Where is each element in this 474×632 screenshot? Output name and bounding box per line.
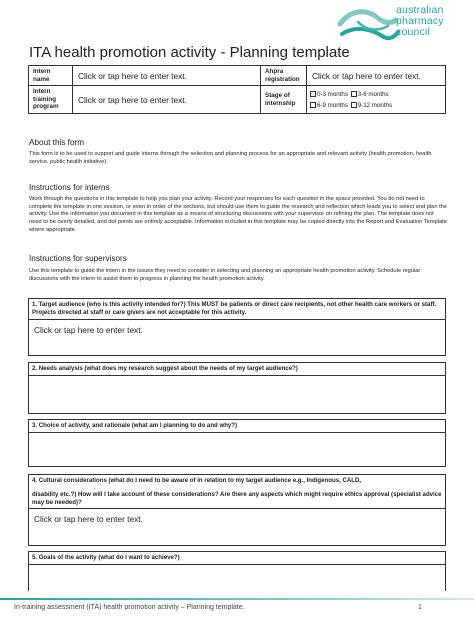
program-field[interactable]: Click or tap here to enter text. [73,86,261,114]
ahpra-label: Ahpra registration [261,66,307,86]
logo-wordmark [396,5,444,38]
section-cultural-considerations [28,474,446,546]
checkbox-icon [351,102,357,108]
checkbox-icon [351,91,357,97]
logo-line-2: pharmacy [396,15,444,27]
section-question: 1. Target audience (who is this activity intended for?) This MUST be patients or direct care recipients, not other health care workers or staff. Projects directed at staff or care givers are not acceptable for this activity. [29,299,445,320]
logo-line-1: australian [396,4,444,16]
footer-divider [0,598,474,600]
ahpra-field[interactable]: Click or tap here to enter text. [307,66,446,86]
interns-text: Work through the questions in this template to help you plan your activity. Record your responses for each question in the space provided. You do not need to complete the template in one session, or even in order of the sections, but should use them to guide the research and reflection which leads you to select and plan the activity. Use the information you document in this template as a means of structuring discussions with your supervisor on refining the plan. The template does not need to be overly detailed, and dot points are entirely acceptable. Information included in this template may be copied directly into the Report and Evaluation Template where appropriate. [29,196,447,233]
page-title: ITA health promotion activity - Planning template [29,44,350,61]
cultural-considerations-field[interactable]: Click or tap here to enter text. [34,514,143,525]
checkbox-icon [310,102,316,108]
intern-name-field[interactable]: Click or tap here to enter text. [73,66,261,86]
intern-name-label: Intern name [29,66,73,86]
intern-details-table [28,65,446,114]
supervisors-text: Use this template to guide the intern in the issues they need to consider in selecting and planning an appropriate health promotion activity. Schedule regular discussions with the intern to assist them to progress in planning the health promotion activity. [29,268,421,282]
section-question: 3. Choice of activity, and rationale (what am I planning to do and why?) [29,420,445,433]
section-question: 4. Cultural considerations (what do I need to be aware of in relation to my target audience e.g., Indigenous, CALD, disability etc.?) How will I take account of these considerations? Are there any aspects which might require ethics approval (specialist advice may be needed)? [29,475,445,509]
interns-heading: Instructions for interns [29,183,110,192]
stage-option-6-9[interactable]: 6-9 months [310,102,348,109]
choice-of-activity-field[interactable] [29,433,445,443]
stage-label: Stage of internship [261,86,307,114]
supervisors-heading: Instructions for supervisors [29,254,127,263]
needs-analysis-field[interactable] [29,376,445,386]
checkbox-icon [310,91,316,97]
page-number: 1 [418,604,422,611]
section-question: 5. Goals of the activity (what do I want to achieve?) [29,552,445,565]
about-text: This form is to be used to support and guide interns through the selection and planning process for an appropriate and relevant activity (health promotion, health service, public health initiative). [29,151,432,165]
section-choice-of-activity [28,419,446,467]
about-heading: About this form [29,138,85,147]
section-question: 2. Needs analysis (what does my research suggest about the needs of my target audience?) [29,363,445,376]
footer-text: In-training assessment (ITA) health promotion activity – Planning template. [14,604,245,611]
section-target-audience [28,298,446,356]
stage-options [307,86,446,114]
target-audience-field[interactable]: Click or tap here to enter text. [34,324,143,335]
stage-option-9-12[interactable]: 9-12 months [351,102,392,109]
goals-field[interactable] [29,565,445,575]
stage-option-3-6[interactable]: 3-6 months [351,91,389,98]
program-label: Intern training program [29,86,73,114]
stage-option-0-3[interactable]: 0-3 months [310,91,348,98]
logo-line-3: council [396,26,431,38]
section-needs-analysis [28,362,446,414]
section-goals [28,551,446,591]
